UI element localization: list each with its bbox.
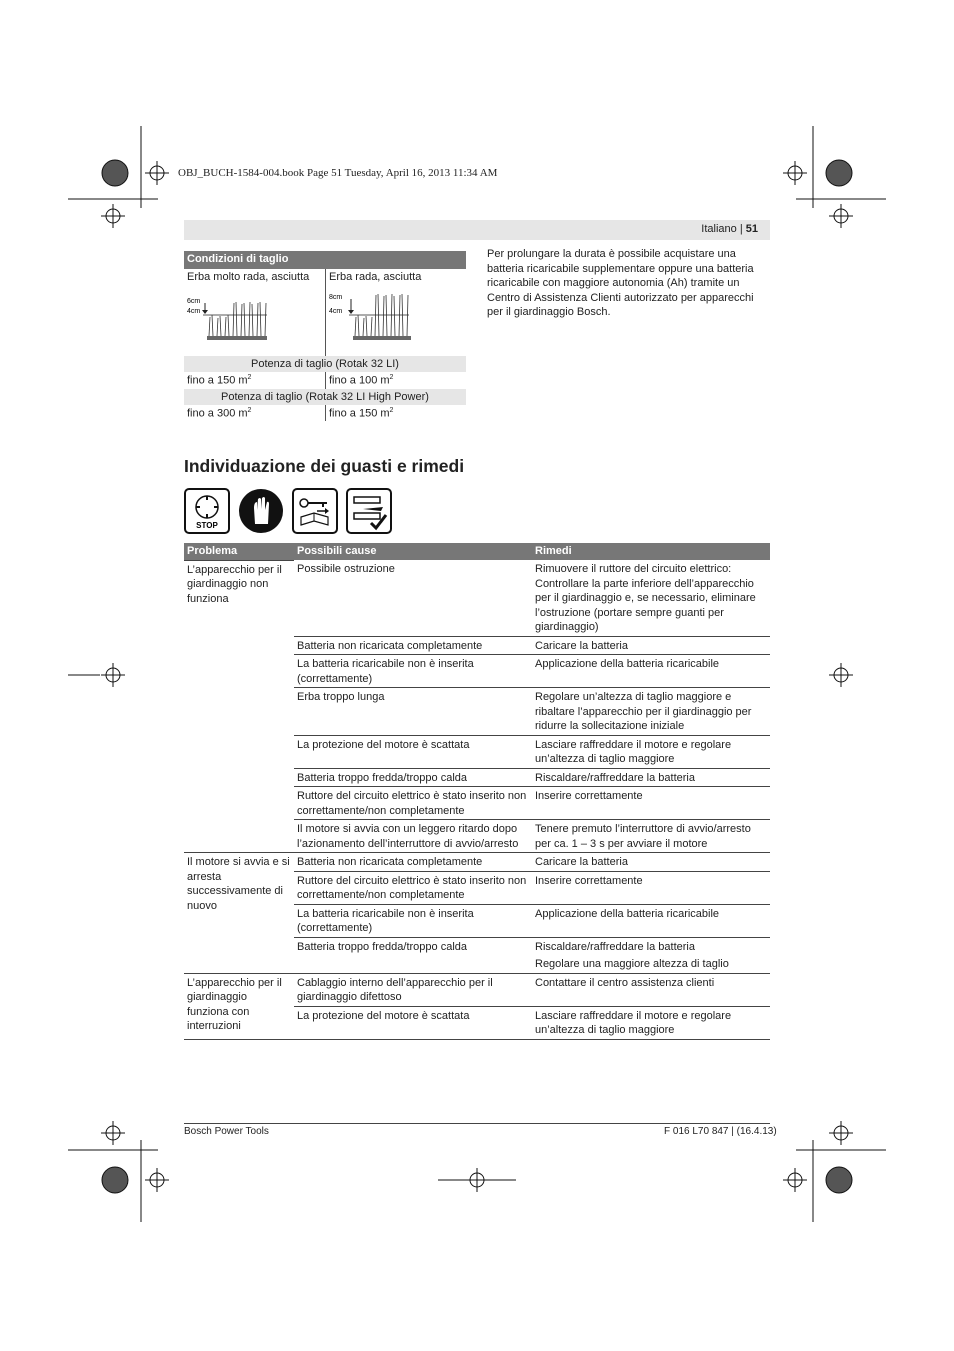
remedy-cell: Contattare il centro assistenza clienti [532, 973, 770, 1006]
remedy-cell: Applicazione della batteria ricaricabile [532, 904, 770, 937]
cond-row2-label: Potenza di taglio (Rotak 32 LI High Power) [184, 389, 466, 405]
remedy-cell: Caricare la batteria [532, 853, 770, 872]
cause-cell: La protezione del motore è scattata [294, 735, 532, 768]
header-causes: Possibili cause [294, 543, 532, 560]
footer-right: F 016 L70 847 | (16.4.13) [664, 1126, 777, 1137]
cause-cell: Batteria non ricaricata completamente [294, 636, 532, 655]
diag1-top: 6cm [187, 298, 201, 305]
cause-cell: La batteria ricaricabile non è inserita (correttamente) [294, 904, 532, 937]
diag2-top: 8cm [329, 294, 343, 301]
cause-cell: Batteria non ricaricata completamente [294, 853, 532, 872]
remedy-cell: Tenere premuto l’interruttore di avvio/arresto per ca. 1 – 3 s per avviare il motore [532, 820, 770, 853]
remedy-cell: Riscaldare/raffreddare la batteria [532, 768, 770, 787]
remedy-cell: Regolare una maggiore altezza di taglio [535, 958, 729, 970]
cause-cell: La protezione del motore è scattata [294, 1006, 532, 1039]
remedy-cell: Rimuovere il ruttore del circuito elettrico: Controllare la parte inferiore dell’apparecchio per il giardinaggio e, se necessario, eliminare l’ostruzione (portare sempre guanti per giardinaggio) [535, 563, 756, 633]
conditions-title: Condizioni di taglio [184, 251, 466, 269]
stop-label: STOP [196, 521, 218, 530]
footer-left: Bosch Power Tools [184, 1126, 269, 1137]
page-number: 51 [745, 223, 758, 235]
remedy-cell: Lasciare raffreddare il motore e regolare un’altezza di taglio maggiore [532, 1006, 770, 1039]
remedy-cell: Inserire correttamente [532, 871, 770, 904]
cause-cell: Ruttore del circuito elettrico è stato inserito non correttamente/non completamente [294, 787, 532, 820]
remedy-cell: Riscaldare/raffreddare la batteria [532, 937, 770, 955]
cause-cell: Batteria troppo fredda/troppo calda [294, 937, 532, 973]
cond-row1-a: fino a 150 $m^2$ [184, 372, 326, 389]
cond-col1-label: Erba molto rada, asciutta [187, 271, 310, 283]
cause-cell: Possibile ostruzione [297, 563, 395, 575]
remedy-cell: Lasciare raffreddare il motore e regolare un’altezza di taglio maggiore [532, 735, 770, 768]
header-remedies: Rimedi [532, 543, 770, 560]
remedy-cell: Applicazione della batteria ricaricabile [532, 655, 770, 688]
diag2-bottom: 4cm [329, 308, 343, 315]
cause-cell: Cablaggio interno dell’apparecchio per il giardinaggio difettoso [294, 973, 532, 1006]
remedy-cell: Inserire correttamente [532, 787, 770, 820]
cond-row1-b: fino a 100 $m^2$ [329, 374, 394, 387]
cause-cell: La batteria ricaricabile non è inserita (correttamente) [294, 655, 532, 688]
cond-col2-label: Erba rada, asciutta [329, 271, 422, 283]
problem-cell: L’apparecchio per il giardinaggio funziona con interruzioni [184, 973, 294, 1039]
cause-cell: Batteria troppo fredda/troppo calda [294, 768, 532, 787]
remedy-cell: Regolare un’altezza di taglio maggiore e ribaltare l’apparecchio per il giardinaggio per ridurre la sollecitazione iniziale [532, 688, 770, 736]
print-header: OBJ_BUCH-1584-004.book Page 51 Tuesday, April 16, 2013 11:34 AM [178, 167, 498, 179]
header-problem: Problema [184, 543, 294, 560]
cond-row2-a: fino a 300 $m^2$ [184, 405, 326, 422]
problem-cell: L’apparecchio per il giardinaggio non funziona [184, 560, 294, 853]
cause-cell: Il motore si avvia con un leggero ritardo dopo l’azionamento dell’interruttore di avvio/arresto [294, 820, 532, 853]
cond-row1-label: Potenza di taglio (Rotak 32 LI) [184, 356, 466, 372]
language-label: Italiano [701, 223, 737, 235]
cause-cell: Ruttore del circuito elettrico è stato inserito non correttamente/non completamente [294, 871, 532, 904]
diag1-bottom: 4cm [187, 308, 201, 315]
cause-cell: Erba troppo lunga [294, 688, 532, 736]
battery-paragraph: Per prolungare la durata è possibile acquistare una batteria ricaricabile supplementare oppure una batteria ricaricabile con maggiore autonomia (Ah) tramite un Centro di Assistenza Clienti autorizzato per apparecchi per il giardinaggio Bosch. [487, 248, 754, 318]
problem-cell: Il motore si avvia e si arresta successivamente di nuovo [184, 853, 294, 974]
remedy-cell: Caricare la batteria [532, 636, 770, 655]
section-title: Individuazione dei guasti e rimedi [184, 456, 465, 476]
separator: | [739, 223, 743, 235]
cond-row2-b: fino a 150 $m^2$ [329, 406, 394, 420]
